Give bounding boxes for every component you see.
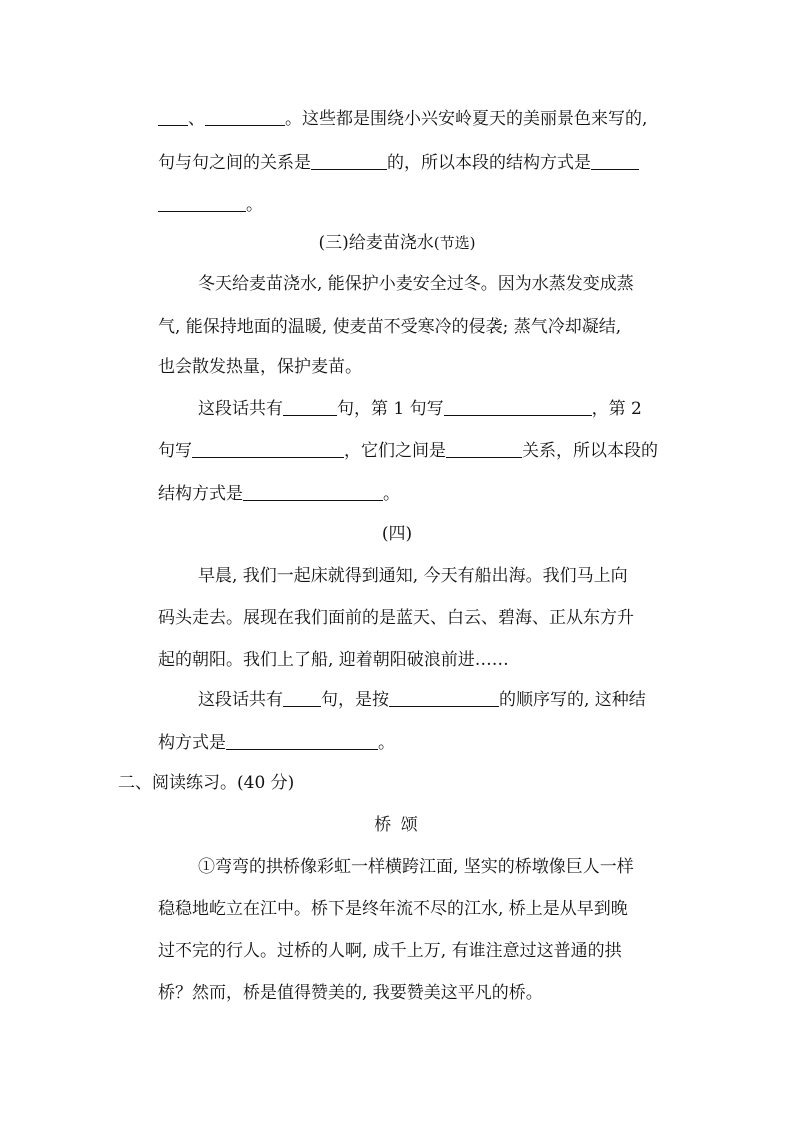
answer-blank[interactable] xyxy=(311,153,387,170)
passage-line: ①弯弯的拱桥像彩虹一样横跨江面, 坚实的桥墩像巨人一样 xyxy=(198,857,634,877)
answer-blank[interactable] xyxy=(444,399,592,416)
passage-line: 桥？然而，桥是值得赞美的, 我要赞美这平凡的桥。 xyxy=(158,983,543,1003)
question-text: 句与句之间的关系是 xyxy=(158,153,311,173)
passage-line: 气, 能保持地面的温暖, 使麦苗不受寒冷的侵袭; 蒸气冷却凝结, xyxy=(158,317,622,337)
passage-line: 冬天给麦苗浇水, 能保护小麦安全过冬。因为水蒸发变成蒸 xyxy=(198,274,634,294)
answer-blank[interactable] xyxy=(446,441,522,458)
passage-line: 起的朝阳。我们上了船, 迎着朝阳破浪前进…… xyxy=(158,650,509,670)
part-heading: 二、阅读练习。(40 分) xyxy=(118,773,295,793)
passage-line: 码头走去。展现在我们面前的是蓝天、白云、碧海、正从东方升 xyxy=(158,608,634,628)
question-line: 句写 ，它们之间是 关系，所以本段的 xyxy=(158,441,658,461)
question-line: 这段话共有 句，是按 的顺序写的, 这种结 xyxy=(198,690,646,710)
title-note: (节选) xyxy=(433,234,476,252)
answer-blank[interactable] xyxy=(205,109,285,126)
question-line: 构方式是 。 xyxy=(158,733,395,753)
question-line: 这段话共有 句，第 1 句写 ，第 2 xyxy=(198,399,642,419)
answer-blank[interactable] xyxy=(389,690,499,707)
answer-blank[interactable] xyxy=(158,109,188,126)
answer-line-3 xyxy=(158,194,263,216)
answer-blank[interactable] xyxy=(192,441,344,458)
answer-line-2 xyxy=(158,152,639,174)
passage-line: 也会散发热量，保护麦苗。 xyxy=(158,357,362,377)
question-text: 。这些都是围绕小兴安岭夏天的美丽景色来写的, xyxy=(285,109,648,129)
question-text: 的，所以本段的结构方式是 xyxy=(387,153,591,173)
section-title: (四) xyxy=(381,524,413,544)
passage-line: 过不完的行人。过桥的人啊, 成千上万, 有谁注意过这普通的拱 xyxy=(158,941,622,961)
answer-blank[interactable] xyxy=(226,733,378,750)
passage-title: 桥 颂 xyxy=(374,815,420,835)
separator: 、 xyxy=(188,109,205,129)
passage-line: 稳稳地屹立在江中。桥下是终年流不尽的江水, 桥上是从早到晚 xyxy=(158,899,628,919)
answer-blank[interactable] xyxy=(158,195,246,212)
answer-blank[interactable] xyxy=(283,399,337,416)
answer-blank[interactable] xyxy=(283,690,321,707)
section-title: (三)给麦苗浇水(节选) xyxy=(318,233,476,253)
question-line: 结构方式是 。 xyxy=(158,484,400,504)
passage-line: 早晨, 我们一起床就得到通知, 今天有船出海。我们马上向 xyxy=(198,566,628,586)
answer-line-1 xyxy=(158,108,647,130)
answer-blank[interactable] xyxy=(591,153,639,170)
question-text: 。 xyxy=(246,195,263,215)
answer-blank[interactable] xyxy=(243,484,383,501)
